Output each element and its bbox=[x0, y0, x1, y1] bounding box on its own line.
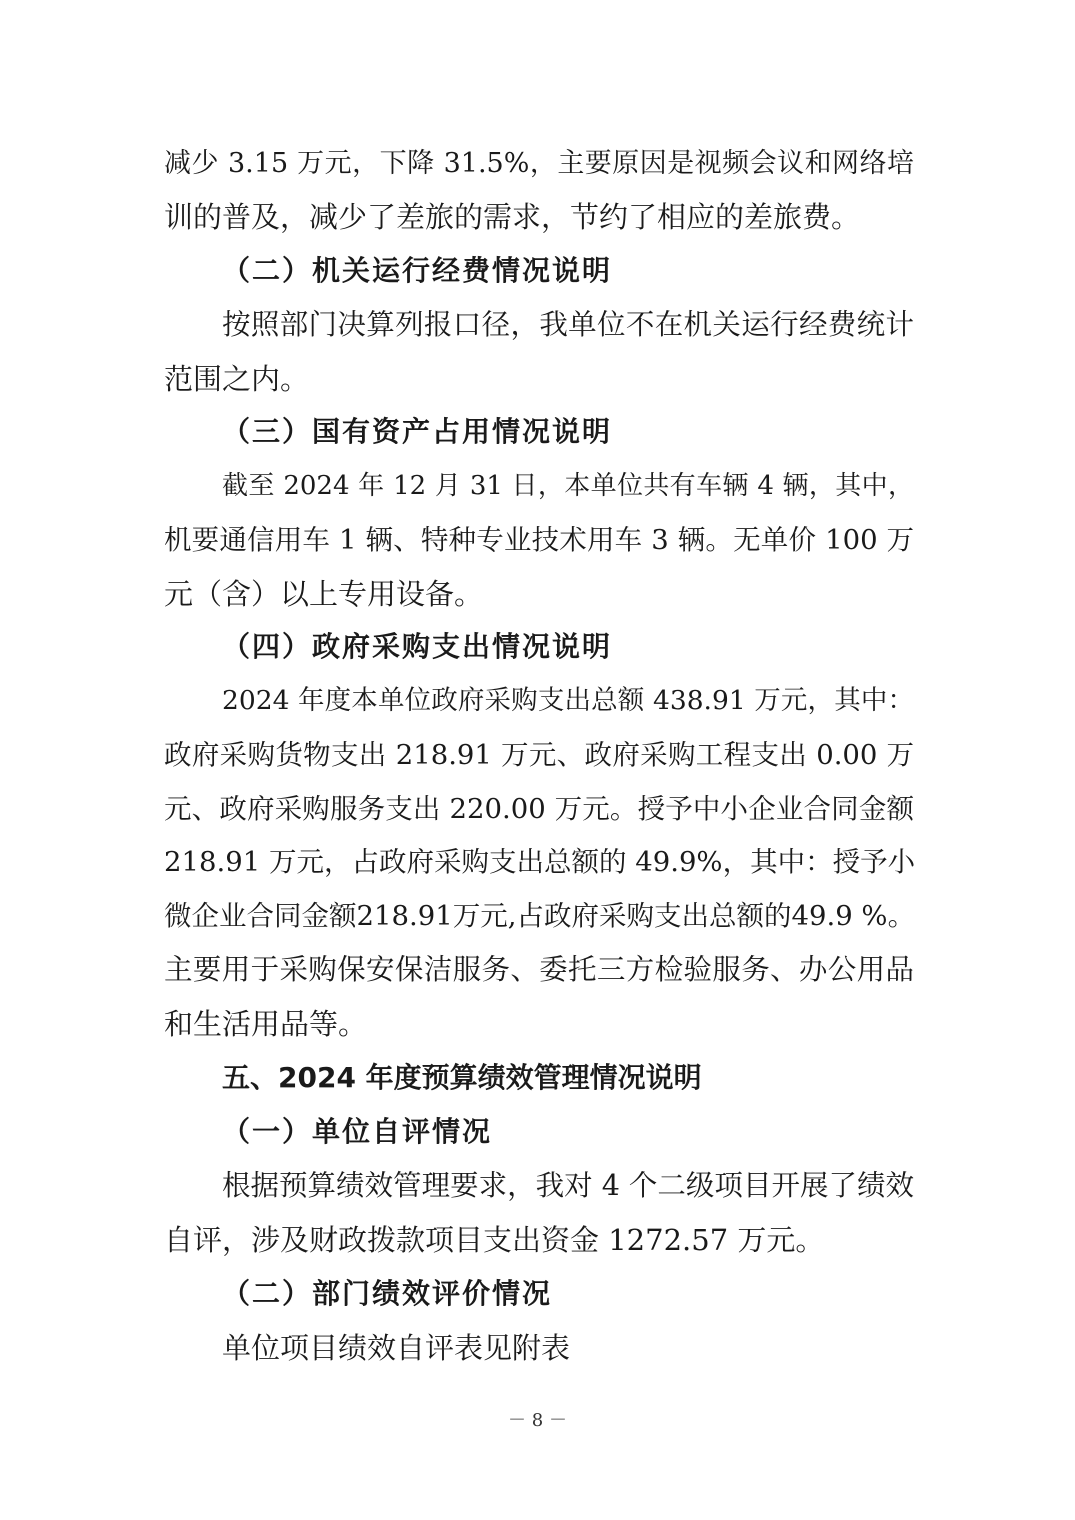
body-text-line: 训的普及，减少了差旅的需求，节约了相应的差旅费。 bbox=[164, 200, 861, 234]
body-text-line: 机要通信用车 1 辆、特种专业技术用车 3 辆。无单价 100 万 bbox=[164, 524, 914, 556]
body-text-line: 元（含）以上专用设备。 bbox=[164, 577, 484, 611]
section-heading-procurement: （四）政府采购支出情况说明 bbox=[222, 630, 613, 663]
page-number: － 8 － bbox=[508, 1410, 567, 1431]
section-heading-state-assets: （三）国有资产占用情况说明 bbox=[222, 415, 613, 448]
body-text-line: 自评，涉及财政拨款项目支出资金 1272.57 万元。 bbox=[164, 1223, 825, 1257]
body-text-line: 218.91 万元，占政府采购支出总额的 49.9%，其中：授予小 bbox=[164, 846, 916, 878]
body-text-line: 微企业合同金额218.91万元,占政府采购支出总额的49.9 %。 bbox=[164, 900, 916, 932]
section-heading-dept-evaluation: （二）部门绩效评价情况 bbox=[222, 1277, 553, 1310]
body-text-line: 主要用于采购保安保洁服务、委托三方检验服务、办公用品 bbox=[164, 953, 914, 986]
body-text-line: 范围之内。 bbox=[164, 362, 310, 396]
section-heading-self-evaluation: （一）单位自评情况 bbox=[222, 1115, 493, 1148]
body-text-line: 和生活用品等。 bbox=[164, 1007, 368, 1041]
section-heading-operating-costs: （二）机关运行经费情况说明 bbox=[222, 254, 613, 287]
body-text-line: 政府采购货物支出 218.91 万元、政府采购工程支出 0.00 万 bbox=[164, 739, 914, 771]
body-text-line: 元、政府采购服务支出 220.00 万元。授予中小企业合同金额 bbox=[164, 793, 914, 825]
body-text-line: 按照部门决算列报口径，我单位不在机关运行经费统计 bbox=[222, 308, 914, 341]
body-text-line: 单位项目绩效自评表见附表 bbox=[222, 1331, 571, 1365]
body-text-line: 减少 3.15 万元，下降 31.5%，主要原因是视频会议和网络培 bbox=[164, 148, 914, 179]
chapter-heading-performance: 五、2024 年度预算绩效管理情况说明 bbox=[222, 1061, 702, 1094]
body-text-line: 截至 2024 年 12 月 31 日，本单位共有车辆 4 辆，其中， bbox=[222, 471, 914, 501]
body-text-line: 根据预算绩效管理要求，我对 4 个二级项目开展了绩效 bbox=[222, 1169, 914, 1202]
body-text-line: 2024 年度本单位政府采购支出总额 438.91 万元，其中： bbox=[222, 685, 914, 716]
